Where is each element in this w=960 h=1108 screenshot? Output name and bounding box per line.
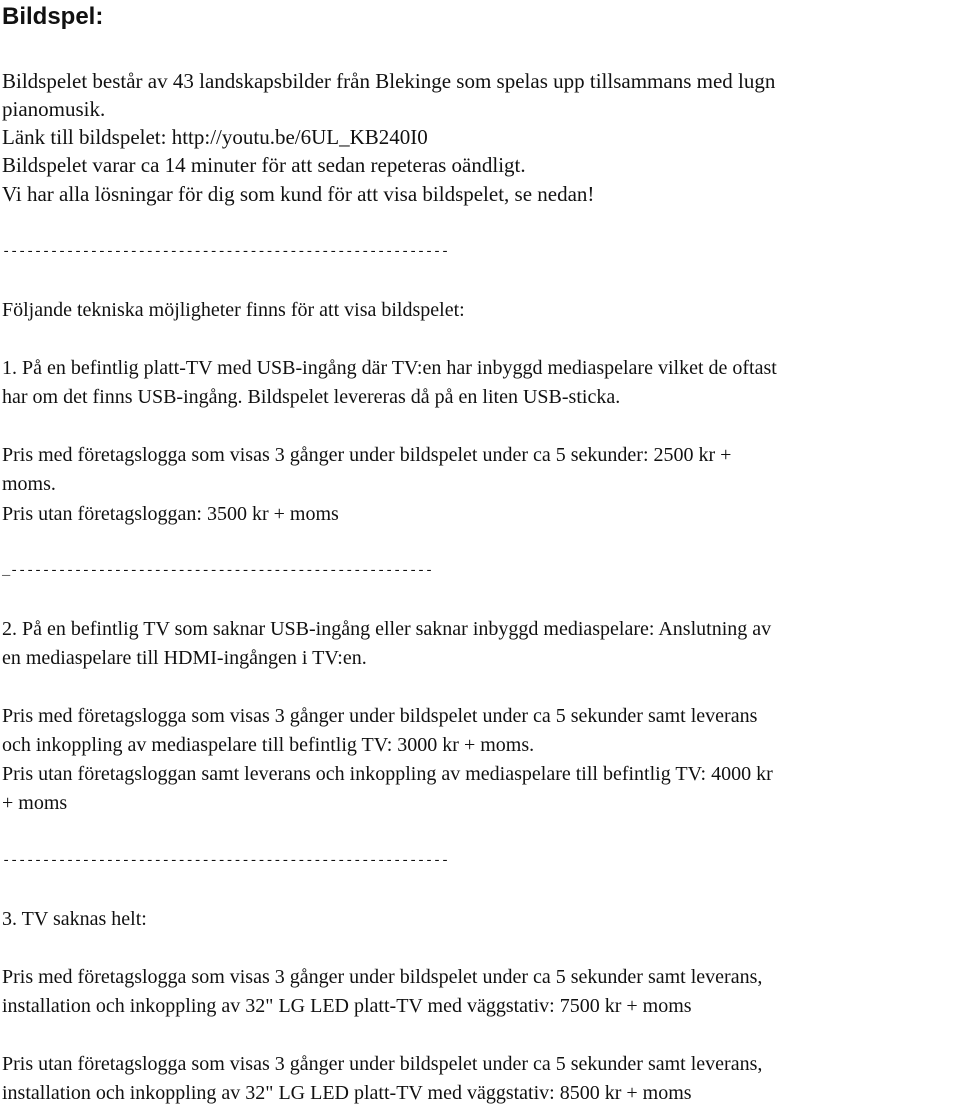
option-1-price-with-logo-1: Pris med företagslogga som visas 3 gånger under bildspelet under ca 5 sekunder: 2500 kr + <box>2 444 732 466</box>
page-title: Bildspel: <box>2 3 104 30</box>
separator-1: -------------------------------------------------------- <box>2 245 449 260</box>
option-2-price-without-logo-2: + moms <box>2 792 68 814</box>
option-3-price-without-logo-2: installation och inkoppling av 32" LG LED platt-TV med väggstativ: 8500 kr + moms <box>2 1082 692 1104</box>
intro-link-line: Länk till bildspelet: http://youtu.be/6UL_KB240I0 <box>2 125 428 149</box>
option-3-price-without-logo-1: Pris utan företagslogga som visas 3 gånger under bildspelet under ca 5 sekunder samt leverans, <box>2 1053 763 1075</box>
option-1-line-2: har om det finns USB-ingång. Bildspelet levereras då på en liten USB-sticka. <box>2 386 621 408</box>
option-2-price-without-logo-1: Pris utan företagsloggan samt leverans och inkoppling av mediaspelare till befintlig TV: 4000 kr <box>2 763 773 785</box>
separator-3: -------------------------------------------------------- <box>2 854 449 869</box>
options-heading: Följande tekniska möjligheter finns för att visa bildspelet: <box>2 299 465 321</box>
intro-line-2: pianomusik. <box>2 97 106 121</box>
option-2-line-1: 2. På en befintlig TV som saknar USB-ingång eller saknar inbyggd mediaspelare: Anslutning av <box>2 618 772 640</box>
intro-line-5: Vi har alla lösningar för dig som kund för att visa bildspelet, se nedan! <box>2 182 595 206</box>
intro-line-4: Bildspelet varar ca 14 minuter för att sedan repeteras oändligt. <box>2 153 526 177</box>
option-2-price-with-logo-2: och inkoppling av mediaspelare till befintlig TV: 3000 kr + moms. <box>2 734 535 756</box>
option-1-price-with-logo-2: moms. <box>2 473 56 495</box>
option-2-price-with-logo-1: Pris med företagslogga som visas 3 gånger under bildspelet under ca 5 sekunder samt leverans <box>2 705 758 727</box>
option-3-heading: 3. TV saknas helt: <box>2 908 147 930</box>
option-1-price-without-logo: Pris utan företagsloggan: 3500 kr + moms <box>2 503 339 525</box>
option-3-price-with-logo-1: Pris med företagslogga som visas 3 gånger under bildspelet under ca 5 sekunder samt leverans, <box>2 966 763 988</box>
option-3-price-with-logo-2: installation och inkoppling av 32" LG LED platt-TV med väggstativ: 7500 kr + moms <box>2 995 692 1017</box>
separator-2: _----------------------------------------------------- <box>2 564 433 579</box>
option-1-line-1: 1. På en befintlig platt-TV med USB-ingång där TV:en har inbyggd mediaspelare vilket de oftast <box>2 357 777 379</box>
option-2-line-2: en mediaspelare till HDMI-ingången i TV:en. <box>2 647 367 669</box>
intro-line-1: Bildspelet består av 43 landskapsbilder från Blekinge som spelas upp tillsammans med lugn <box>2 69 776 93</box>
